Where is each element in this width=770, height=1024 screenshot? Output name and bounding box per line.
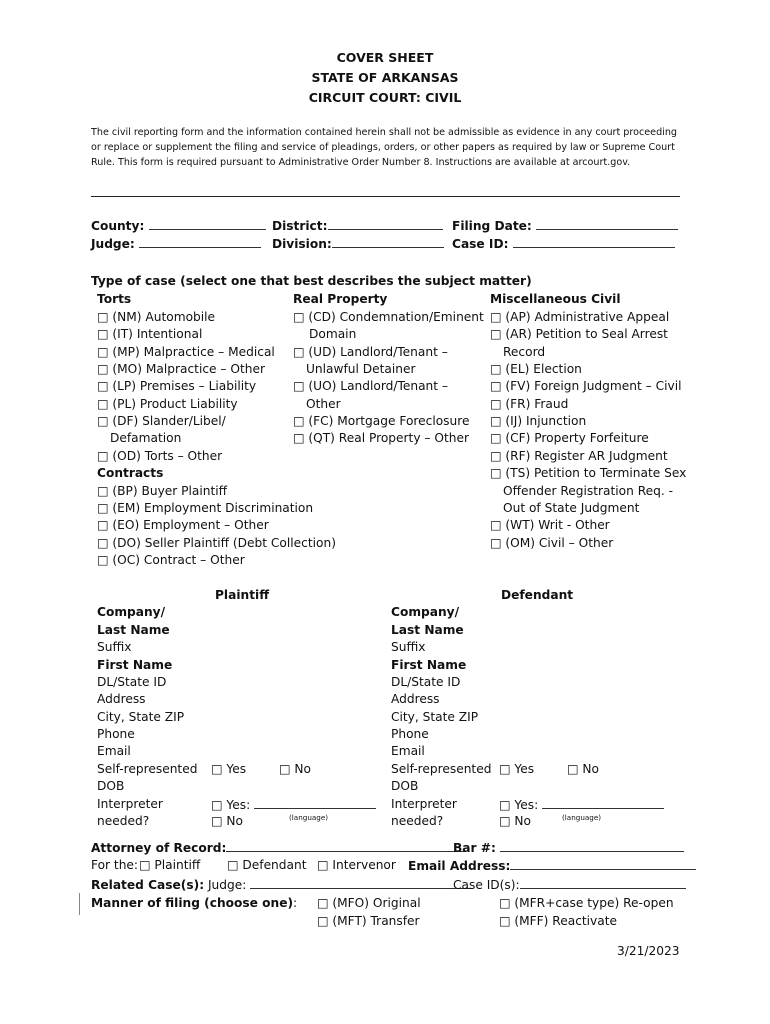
option-label: No — [294, 762, 311, 776]
margin-bar — [79, 893, 80, 915]
judge-label: Judge: — [91, 237, 135, 251]
checkbox-mfr[interactable] — [499, 896, 674, 910]
district-line[interactable] — [328, 218, 443, 230]
title-state: STATE OF ARKANSAS — [311, 70, 459, 85]
plaintiff-email-label: Email — [97, 744, 131, 758]
email-address-field[interactable] — [408, 858, 696, 873]
related-cases-label: Related Case(s): — [91, 878, 205, 892]
related-cases-field[interactable] — [91, 877, 473, 892]
option-label: Intervenor — [332, 858, 396, 872]
checkbox-icon[interactable]: □ — [499, 914, 511, 928]
plaintiff-company-label: Company/ — [97, 605, 166, 619]
checkbox-od[interactable] — [97, 449, 222, 463]
option-label-cont: Out of State Judgment — [503, 501, 640, 515]
defendant-company-label: Company/ — [391, 605, 460, 619]
option-label: (MFT) Transfer — [332, 914, 420, 928]
checkbox-icon[interactable]: □ — [97, 345, 109, 359]
option-label-cont: Record — [503, 345, 546, 359]
option-label: (MP) Malpractice – Medical — [112, 345, 275, 359]
defendant-needed-label: needed? — [391, 814, 444, 828]
manner-label: Manner of filing (choose one) — [91, 896, 294, 910]
case-type-heading: Type of case (select one that best describes the subject matter) — [91, 274, 532, 288]
checkbox-ar[interactable] — [490, 327, 668, 341]
option-label: (IJ) Injunction — [505, 414, 587, 428]
plaintiff-first-name-label: First Name — [97, 658, 173, 672]
option-label: (CF) Property Forfeiture — [505, 431, 649, 445]
checkbox-mff[interactable] — [499, 914, 617, 928]
division-label: Division: — [272, 237, 332, 251]
checkbox-fv[interactable] — [490, 379, 682, 393]
option-label: (MFF) Reactivate — [514, 914, 618, 928]
option-label-cont: Defamation — [110, 431, 182, 445]
checkbox-pl[interactable] — [97, 397, 238, 411]
case-id-field[interactable] — [452, 236, 675, 251]
email-address-label: Email Address: — [408, 859, 511, 873]
checkbox-it[interactable] — [97, 327, 202, 341]
bar-label: Bar #: — [453, 841, 496, 855]
option-label-cont: Domain — [309, 327, 357, 341]
plaintiff-city-label: City, State ZIP — [97, 710, 185, 724]
plaintiff-dob-label: DOB — [97, 779, 125, 793]
checkbox-cf[interactable] — [490, 431, 649, 445]
checkbox-el[interactable] — [490, 362, 582, 376]
option-label: Yes: — [514, 798, 539, 812]
checkbox-icon[interactable]: □ — [499, 896, 511, 910]
checkbox-ud[interactable] — [293, 345, 448, 359]
checkbox-df[interactable] — [97, 414, 226, 428]
defendant-last-name-label: Last Name — [391, 623, 464, 637]
plaintiff-dl-label: DL/State ID — [97, 675, 167, 689]
checkbox-icon[interactable]: □ — [97, 536, 109, 550]
checkbox-fr[interactable] — [490, 397, 568, 411]
checkbox-em[interactable] — [97, 501, 313, 515]
district-label: District: — [272, 219, 328, 233]
plaintiff-address-label: Address — [97, 692, 146, 706]
title-cover-sheet: COVER SHEET — [336, 50, 434, 65]
attorney-label: Attorney of Record: — [91, 841, 227, 855]
checkbox-icon[interactable]: □ — [490, 397, 502, 411]
attorney-line[interactable] — [226, 840, 466, 852]
checkbox-mft[interactable] — [317, 914, 420, 928]
plaintiff-needed-label: needed? — [97, 814, 150, 828]
manner-colon: : — [293, 896, 298, 910]
for-plaintiff-checkbox[interactable] — [139, 858, 200, 872]
checkbox-icon[interactable]: □ — [211, 798, 223, 812]
title-court: CIRCUIT COURT: CIVIL — [308, 90, 462, 105]
checkbox-icon[interactable]: □ — [139, 858, 151, 872]
header-divider — [91, 196, 680, 197]
plaintiff-suffix-label: Suffix — [97, 640, 132, 654]
option-label: (RF) Register AR Judgment — [505, 449, 668, 463]
plaintiff-interpreter-no[interactable] — [211, 814, 243, 828]
checkbox-icon[interactable]: □ — [97, 518, 109, 532]
torts-heading: Torts — [97, 292, 132, 306]
checkbox-icon[interactable]: □ — [97, 414, 109, 428]
footer-date: 3/21/2023 — [617, 944, 680, 958]
plaintiff-self-rep-no[interactable] — [279, 762, 311, 776]
checkbox-nm[interactable] — [97, 310, 215, 324]
plaintiff-self-rep-yes[interactable] — [211, 762, 246, 776]
checkbox-icon[interactable]: □ — [490, 449, 502, 463]
defendant-self-rep-no[interactable] — [567, 762, 599, 776]
judge-field[interactable] — [91, 236, 261, 251]
bar-field[interactable] — [453, 840, 684, 855]
district-field[interactable] — [272, 218, 443, 233]
case-ids-line[interactable] — [520, 877, 686, 889]
checkbox-icon[interactable]: □ — [97, 449, 109, 463]
checkbox-icon[interactable]: □ — [499, 798, 511, 812]
attorney-field[interactable] — [91, 840, 466, 855]
plaintiff-language-line[interactable] — [254, 797, 376, 809]
checkbox-rf[interactable] — [490, 449, 668, 463]
defendant-dob-label: DOB — [391, 779, 419, 793]
defendant-language-line[interactable] — [542, 797, 664, 809]
checkbox-icon[interactable]: □ — [227, 858, 239, 872]
checkbox-icon[interactable]: □ — [293, 414, 305, 428]
checkbox-icon[interactable]: □ — [97, 362, 109, 376]
intro-paragraph: The civil reporting form and the information contained herein shall not be admissible as evidence in any court proceeding or replace or supplement the filing and service of pleadings, orders, or other papers as required by law or Supreme Court Rule. This form is required pursuant to Administrative Order Number 8. Instructions are available at arcourt.gov. — [91, 127, 677, 168]
option-label: (MFO) Original — [332, 896, 421, 910]
county-label: County: — [91, 219, 145, 233]
checkbox-mfo[interactable] — [317, 896, 421, 910]
case-id-label: Case ID: — [452, 237, 509, 251]
checkbox-icon[interactable]: □ — [317, 896, 329, 910]
checkbox-icon[interactable]: □ — [97, 310, 109, 324]
option-label: (AR) Petition to Seal Arrest — [505, 327, 668, 341]
checkbox-mo[interactable] — [97, 362, 265, 376]
option-label-cont: Other — [306, 397, 341, 411]
option-label: (TS) Petition to Terminate Sex — [505, 466, 687, 480]
manner-of-filing-label — [91, 896, 297, 910]
defendant-first-name-label: First Name — [391, 658, 467, 672]
checkbox-icon[interactable]: □ — [97, 379, 109, 393]
defendant-dl-label: DL/State ID — [391, 675, 461, 689]
option-label: (FV) Foreign Judgment – Civil — [505, 379, 682, 393]
checkbox-cd[interactable] — [293, 310, 484, 324]
option-label: (PL) Product Liability — [112, 397, 238, 411]
checkbox-icon[interactable]: □ — [293, 379, 305, 393]
checkbox-lp[interactable] — [97, 379, 256, 393]
defendant-address-label: Address — [391, 692, 440, 706]
checkbox-icon[interactable]: □ — [490, 414, 502, 428]
checkbox-icon[interactable]: □ — [293, 310, 305, 324]
division-line[interactable] — [332, 236, 444, 248]
related-judge-label: Judge: — [207, 878, 247, 892]
defendant-interpreter-label: Interpreter — [391, 797, 457, 811]
checkbox-oc[interactable] — [97, 553, 245, 567]
option-label: (OC) Contract – Other — [112, 553, 245, 567]
plaintiff-last-name-label: Last Name — [97, 623, 170, 637]
defendant-suffix-label: Suffix — [391, 640, 426, 654]
division-field[interactable] — [272, 236, 444, 251]
case-ids-label: Case ID(s): — [453, 878, 520, 892]
plaintiff-heading: Plaintiff — [215, 588, 270, 602]
filing-date-label: Filing Date: — [452, 219, 532, 233]
county-field[interactable] — [91, 218, 266, 233]
plaintiff-phone-label: Phone — [97, 727, 135, 741]
option-label: (MO) Malpractice – Other — [112, 362, 265, 376]
checkbox-ts[interactable] — [490, 466, 686, 480]
defendant-phone-label: Phone — [391, 727, 429, 741]
checkbox-ap[interactable] — [490, 310, 669, 324]
for-defendant-checkbox[interactable] — [227, 858, 307, 872]
option-label: (QT) Real Property – Other — [308, 431, 469, 445]
option-label: (FR) Fraud — [505, 397, 569, 411]
checkbox-om[interactable] — [490, 536, 613, 550]
option-label: No — [226, 814, 243, 828]
checkbox-eo[interactable] — [97, 518, 269, 532]
defendant-language-caption: (language) — [562, 813, 602, 822]
checkbox-icon[interactable]: □ — [490, 379, 502, 393]
checkbox-icon[interactable]: □ — [97, 327, 109, 341]
plaintiff-interpreter-yes[interactable] — [211, 797, 376, 812]
option-label: (UO) Landlord/Tenant – — [308, 379, 449, 393]
contracts-heading: Contracts — [97, 466, 164, 480]
option-label: (BP) Buyer Plaintiff — [112, 484, 228, 498]
checkbox-icon[interactable]: □ — [293, 431, 305, 445]
checkbox-icon[interactable]: □ — [490, 362, 502, 376]
option-label: Yes — [514, 762, 535, 776]
defendant-city-label: City, State ZIP — [391, 710, 479, 724]
option-label: (OM) Civil – Other — [505, 536, 614, 550]
filing-date-field[interactable] — [452, 218, 678, 233]
checkbox-icon[interactable]: □ — [279, 762, 291, 776]
defendant-self-rep-label: Self-represented — [391, 762, 492, 776]
checkbox-icon[interactable]: □ — [293, 345, 305, 359]
checkbox-icon[interactable]: □ — [211, 814, 223, 828]
defendant-self-rep-yes[interactable] — [499, 762, 534, 776]
misc-civil-heading: Miscellaneous Civil — [490, 292, 621, 306]
option-label: Plaintiff — [154, 858, 201, 872]
plaintiff-language-caption: (language) — [289, 813, 329, 822]
option-label: (CD) Condemnation/Eminent — [308, 310, 484, 324]
option-label: Defendant — [242, 858, 307, 872]
option-label: Yes: — [226, 798, 251, 812]
filing-date-line[interactable] — [536, 218, 678, 230]
checkbox-icon[interactable]: □ — [97, 553, 109, 567]
checkbox-ij[interactable] — [490, 414, 586, 428]
checkbox-fc[interactable] — [293, 414, 470, 428]
checkbox-mp[interactable] — [97, 345, 275, 359]
county-line[interactable] — [149, 218, 266, 230]
option-label: No — [514, 814, 531, 828]
option-label: No — [582, 762, 599, 776]
defendant-heading: Defendant — [501, 588, 574, 602]
case-ids-field[interactable] — [453, 877, 686, 892]
plaintiff-self-rep-label: Self-represented — [97, 762, 198, 776]
checkbox-icon[interactable]: □ — [499, 814, 511, 828]
option-label: (EL) Election — [505, 362, 582, 376]
checkbox-icon[interactable]: □ — [490, 327, 502, 341]
checkbox-icon[interactable]: □ — [499, 762, 511, 776]
option-label: (NM) Automobile — [112, 310, 216, 324]
defendant-email-label: Email — [391, 744, 425, 758]
option-label: (EM) Employment Discrimination — [112, 501, 314, 515]
bar-line[interactable] — [500, 840, 684, 852]
option-label: Yes — [226, 762, 247, 776]
option-label: (IT) Intentional — [112, 327, 203, 341]
related-judge-line[interactable] — [250, 877, 473, 889]
checkbox-icon[interactable]: □ — [490, 466, 502, 480]
option-label: (OD) Torts – Other — [112, 449, 223, 463]
option-label: (UD) Landlord/Tenant – — [308, 345, 448, 359]
checkbox-icon[interactable]: □ — [490, 518, 502, 532]
defendant-interpreter-no[interactable] — [499, 814, 531, 828]
checkbox-icon[interactable]: □ — [317, 858, 329, 872]
option-label: (DF) Slander/Libel/ — [112, 414, 226, 428]
checkbox-icon[interactable]: □ — [211, 762, 223, 776]
checkbox-wt[interactable] — [490, 518, 610, 532]
checkbox-icon[interactable]: □ — [97, 397, 109, 411]
checkbox-icon[interactable]: □ — [567, 762, 579, 776]
case-id-line[interactable] — [513, 236, 675, 248]
option-label: (FC) Mortgage Foreclosure — [308, 414, 470, 428]
checkbox-icon[interactable]: □ — [490, 310, 502, 324]
option-label: (LP) Premises – Liability — [112, 379, 257, 393]
option-label: (MFR+case type) Re-open — [514, 896, 674, 910]
checkbox-icon[interactable]: □ — [317, 914, 329, 928]
checkbox-bp[interactable] — [97, 484, 227, 498]
defendant-interpreter-yes[interactable] — [499, 797, 664, 812]
checkbox-icon[interactable]: □ — [490, 431, 502, 445]
option-label-cont: Unlawful Detainer — [306, 362, 416, 376]
real-property-heading: Real Property — [293, 292, 388, 306]
option-label-cont: Offender Registration Req. - — [503, 484, 673, 498]
checkbox-icon[interactable]: □ — [490, 536, 502, 550]
checkbox-icon[interactable]: □ — [97, 484, 109, 498]
option-label: (DO) Seller Plaintiff (Debt Collection) — [112, 536, 336, 550]
checkbox-qt[interactable] — [293, 431, 469, 445]
email-address-line[interactable] — [510, 858, 696, 870]
judge-line[interactable] — [139, 236, 261, 248]
option-label: (EO) Employment – Other — [112, 518, 269, 532]
for-the-label: For the: — [91, 858, 139, 872]
for-intervenor-checkbox[interactable] — [317, 858, 396, 872]
checkbox-do[interactable] — [97, 536, 336, 550]
option-label: (WT) Writ - Other — [505, 518, 610, 532]
plaintiff-interpreter-label: Interpreter — [97, 797, 163, 811]
checkbox-icon[interactable]: □ — [97, 501, 109, 515]
checkbox-uo[interactable] — [293, 379, 448, 393]
option-label: (AP) Administrative Appeal — [505, 310, 670, 324]
